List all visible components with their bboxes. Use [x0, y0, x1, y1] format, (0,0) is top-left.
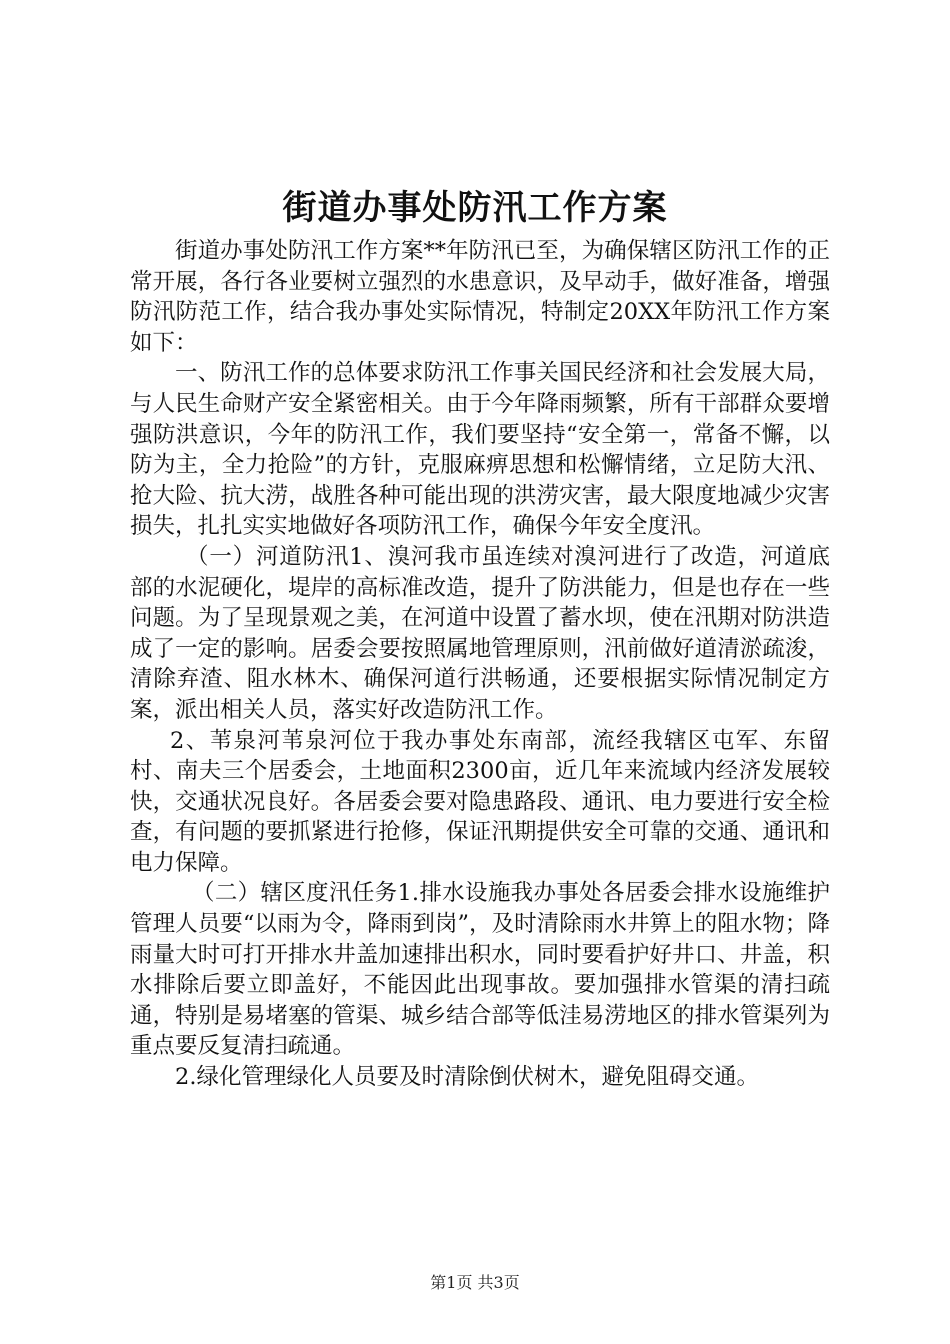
paragraph-river-flood-control: （一）河道防汛1、溴河我市虽连续对溴河进行了改造，河道底部的水泥硬化，堤岸的高标准改造，提升了防洪能力，但是也存在一些问题。为了呈现景观之美，在河道中设置了蓄水坝，使在汛期对防洪造成了一定的影响。居委会要按照属地管理原则，汛前做好道清淤疏浚，清除弃渣、阻水林木、确保河道行洪畅通，还要根据实际情况制定方案，派出相关人员，落实好改造防汛工作。 — [130, 543, 830, 723]
paragraph-district-tasks: （二）辖区度汛任务1.排水设施我办事处各居委会排水设施维护管理人员要“以雨为令，降雨到岗”，及时清除雨水井箅上的阻水物；降雨量大时可打开排水井盖加速排出积水，同时要看护好井口、井盖，积水排除后要立即盖好，不能因此出现事故。要加强排水管渠的清扫疏通，特别是易堵塞的管渠、城乡结合部等低洼易涝地区的排水管渠列为重点要反复清扫疏通。 — [130, 880, 830, 1060]
page-footer: 第1页 共3页 — [430, 1273, 520, 1292]
paragraph-general-requirements: 一、防汛工作的总体要求防汛工作事关国民经济和社会发展大局，与人民生命财产安全紧密相关。由于今年降雨频繁，所有干部群众要增强防洪意识，今年的防汛工作，我们要坚持“安全第一，常备不懈，以防为主，全力抢险”的方针，克服麻痹思想和松懈情绪，立足防大汛、抢大险、抗大涝，战胜各种可能出现的洪涝灾害，最大限度地减少灾害损失，扎扎实实地做好各项防汛工作，确保今年安全度汛。 — [130, 360, 830, 540]
paragraph-weiquan-river: 2、苇泉河苇泉河位于我办事处东南部，流经我辖区屯军、东留村、南夫三个居委会，土地面积2300亩，近几年来流域内经济发展较快，交通状况良好。各居委会要对隐患路段、通讯、电力要进行安全检查，有问题的要抓紧进行抢修，保证汛期提供安全可靠的交通、通讯和电力保障。 — [130, 727, 830, 876]
document-body — [130, 236, 830, 1093]
paragraph-intro: 街道办事处防汛工作方案**年防汛已至，为确保辖区防汛工作的正常开展，各行各业要树立强烈的水患意识，及早动手，做好准备，增强防汛防范工作，结合我办事处实际情况，特制定20XX年防汛工作方案如下： — [130, 238, 830, 356]
paragraph-greening-management: 2.绿化管理绿化人员要及时清除倒伏树木，避免阻碍交通。 — [175, 1064, 759, 1091]
document-title: 街道办事处防汛工作方案 — [282, 188, 668, 228]
